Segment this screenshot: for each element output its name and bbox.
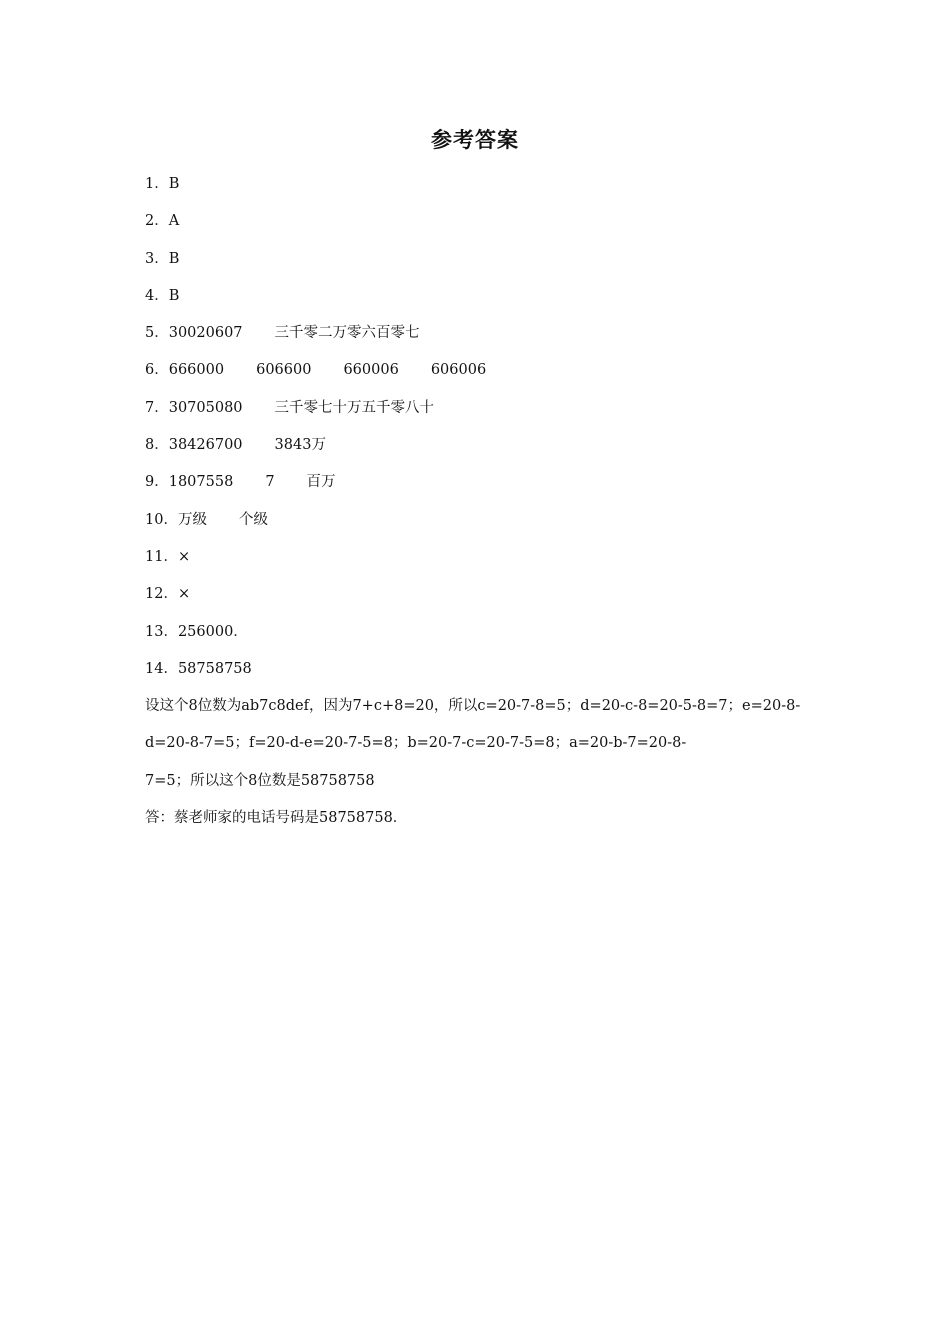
answer-number: 4．: [145, 287, 169, 304]
answer-item-7: [145, 396, 825, 433]
answer-value: 606006: [430, 362, 487, 379]
answer-value: A: [168, 213, 180, 230]
answer-value: ×: [177, 548, 191, 565]
page-title: 参考答案: [431, 128, 519, 152]
answer-number: 7．: [145, 399, 169, 416]
solution-line: 设这个8位数为ab7c8def，因为7+c+8=20，所以c=20-7-8=5；d=20-c-8=20-5-8=7；e=20-8-: [145, 698, 801, 714]
answer-value: 58758758: [177, 660, 252, 677]
answer-value: 三千零二万零六百零七: [274, 325, 420, 342]
solution-line: d=20-8-7=5；f=20-d-e=20-7-5=8；b=20-7-c=20-7-5=8；a=20-b-7=20-8-: [145, 735, 687, 752]
answer-number: 11．: [145, 548, 178, 565]
solution-answer: 答：蔡老师家的电话号码是58758758．: [145, 809, 408, 826]
answer-value: ×: [177, 586, 191, 603]
answer-value: B: [168, 250, 180, 267]
solution-explanation: [145, 694, 825, 843]
answer-item-3: [145, 247, 825, 284]
answer-item-13: [145, 620, 825, 657]
answer-value: B: [168, 287, 180, 304]
answer-number: 8．: [145, 437, 169, 454]
answer-value: 38426700: [168, 437, 243, 454]
answer-number: 2．: [145, 213, 169, 230]
answer-list: [145, 172, 825, 694]
answer-value: 7: [265, 474, 275, 491]
answer-item-5: [145, 321, 825, 358]
answer-value: B: [168, 176, 180, 192]
answer-value: 256000．: [177, 623, 248, 640]
answer-number: 10．: [145, 511, 178, 528]
answer-value: 3843万: [274, 437, 326, 454]
answer-number: 12．: [145, 586, 178, 603]
solution-line: 7=5；所以这个8位数是58758758: [145, 772, 375, 789]
answer-value: 个级: [238, 511, 268, 528]
answer-value: 666000: [168, 362, 225, 379]
answer-number: 1．: [145, 176, 169, 192]
answer-item-2: [145, 209, 825, 246]
answer-value: 30705080: [168, 399, 243, 416]
answer-item-1: [145, 172, 825, 209]
answer-value: 30020607: [168, 325, 243, 342]
answer-value: 660006: [343, 362, 399, 379]
answer-item-12: [145, 582, 825, 619]
answer-number: 14．: [145, 660, 178, 677]
answer-value: 三千零七十万五千零八十: [274, 399, 435, 416]
answer-number: 13．: [145, 623, 178, 640]
answer-item-10: [145, 508, 825, 545]
answer-value: 606600: [256, 362, 312, 379]
answer-item-6: [145, 358, 825, 395]
answer-item-14: [145, 657, 825, 694]
answer-item-4: [145, 284, 825, 321]
answer-number: 3．: [145, 250, 169, 267]
answer-item-8: [145, 433, 825, 470]
answer-number: 6．: [145, 362, 169, 379]
answer-number: 5．: [145, 325, 169, 342]
answer-item-11: [145, 545, 825, 582]
answer-value: 万级: [177, 511, 207, 528]
answer-value: 1807558: [168, 474, 234, 491]
answer-number: 9．: [145, 474, 169, 491]
answer-item-9: [145, 470, 825, 507]
answer-value: 百万: [306, 474, 336, 491]
